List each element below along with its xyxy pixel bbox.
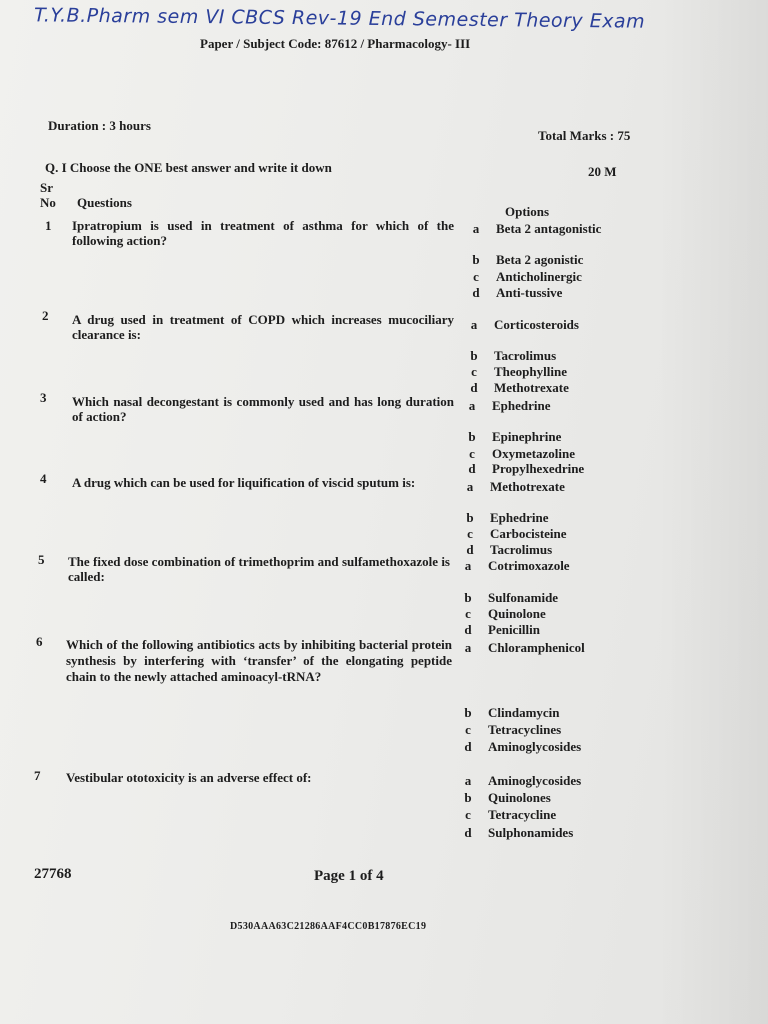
option-text: Quinolone	[488, 606, 546, 621]
paper-code: 27768	[34, 866, 72, 882]
question-number: 7	[34, 768, 41, 783]
column-questions-label: Questions	[77, 195, 132, 210]
option-letter: c	[467, 526, 473, 541]
option-text: Epinephrine	[492, 429, 562, 444]
option-text: Penicillin	[488, 622, 540, 637]
option-letter: b	[468, 429, 476, 444]
question-text: Which nasal decongestant is commonly used and has long duration of action?	[72, 394, 454, 424]
question-text: A drug which can be used for liquification of viscid sputum is:	[72, 475, 416, 490]
option-letter: c	[465, 807, 471, 822]
question-number: 6	[36, 634, 43, 649]
option-text: Ephedrine	[492, 398, 551, 413]
column-no-label: No	[40, 195, 56, 210]
subject-code: Paper / Subject Code: 87612 / Pharmacology- III	[200, 36, 471, 51]
option-text: Anti-tussive	[496, 285, 563, 300]
option-letter: c	[471, 364, 477, 379]
option-text: Carbocisteine	[490, 526, 567, 541]
option-text: Theophylline	[494, 364, 567, 379]
option-letter: b	[464, 790, 472, 805]
option-letter: c	[469, 446, 475, 461]
question-number: 1	[45, 218, 52, 233]
option-text: Sulfonamide	[488, 590, 559, 605]
option-letter: b	[472, 252, 480, 267]
duration: Duration : 3 hours	[48, 118, 151, 133]
question-number: 4	[40, 471, 47, 486]
document-hash: D530AAA63C21286AAF4CC0B17876EC19	[230, 921, 427, 932]
option-text: Tetracycline	[488, 807, 557, 822]
section-marks: 20 M	[588, 164, 617, 179]
question-number: 3	[40, 390, 47, 405]
option-text: Tacrolimus	[490, 542, 553, 557]
option-text: Tacrolimus	[494, 348, 557, 363]
option-text: Propylhexedrine	[492, 461, 585, 476]
option-letter: a	[472, 221, 480, 236]
option-letter: a	[468, 398, 476, 413]
option-text: Tetracyclines	[488, 722, 562, 737]
option-text: Quinolones	[488, 790, 551, 805]
section-title: Q. I Choose the ONE best answer and write it down	[45, 160, 332, 175]
option-text: Oxymetazoline	[492, 446, 576, 461]
option-text: Clindamycin	[488, 705, 560, 720]
column-options-label: Options	[505, 204, 550, 219]
option-text: Chloramphenicol	[488, 640, 585, 655]
option-letter: b	[464, 705, 472, 720]
option-text: Methotrexate	[490, 479, 565, 494]
option-letter: d	[464, 825, 472, 840]
option-text: Anticholinergic	[496, 269, 582, 284]
page-number: Page 1 of 4	[314, 868, 384, 884]
option-text: Cotrimoxazole	[488, 558, 570, 573]
option-letter: c	[465, 606, 471, 621]
question-number: 5	[38, 552, 45, 567]
option-text: Corticosteroids	[494, 317, 579, 332]
option-letter: d	[470, 380, 478, 395]
option-letter: a	[464, 640, 472, 655]
option-letter: b	[464, 590, 472, 605]
option-letter: d	[468, 461, 476, 476]
question-number: 2	[42, 308, 49, 323]
option-text: Beta 2 agonistic	[496, 252, 584, 267]
option-text: Beta 2 antagonistic	[496, 221, 602, 236]
option-letter: d	[466, 542, 474, 557]
option-letter: d	[464, 622, 472, 637]
option-letter: d	[464, 739, 472, 754]
page-edge-shadow	[658, 0, 768, 1024]
option-letter: b	[470, 348, 478, 363]
option-text: Ephedrine	[490, 510, 549, 525]
option-letter: c	[465, 722, 471, 737]
option-text: Aminoglycosides	[488, 739, 582, 754]
option-letter: a	[464, 773, 472, 788]
option-text: Sulphonamides	[488, 825, 574, 840]
question-text: Which of the following antibiotics acts by inhibiting bacterial protein synthesis by interfering with ‘transfer’ of the elongating peptide chain to the newly attached aminoacyl-tRNA?	[66, 637, 452, 684]
option-letter: a	[470, 317, 478, 332]
question-text: Vestibular ototoxicity is an adverse effect of:	[66, 770, 312, 785]
total-marks: Total Marks : 75	[538, 128, 631, 143]
handwritten-header: T.Y.B.Pharm sem VI CBCS Rev-19 End Semester Theory Exam	[33, 4, 646, 33]
option-text: Methotrexate	[494, 380, 569, 395]
option-letter: b	[466, 510, 474, 525]
column-sr-no	[40, 180, 56, 210]
option-text: Aminoglycosides	[488, 773, 582, 788]
option-letter: d	[472, 285, 480, 300]
question-text: The fixed dose combination of trimethoprim and sulfamethoxazole is called:	[68, 554, 450, 584]
question-text: Ipratropium is used in treatment of asthma for which of the following action?	[72, 218, 454, 248]
question-text: A drug used in treatment of COPD which increases mucociliary clearance is:	[72, 312, 454, 342]
option-letter: a	[464, 558, 472, 573]
option-letter: a	[466, 479, 474, 494]
option-letter: c	[473, 269, 479, 284]
column-sr-label: Sr	[40, 180, 53, 195]
